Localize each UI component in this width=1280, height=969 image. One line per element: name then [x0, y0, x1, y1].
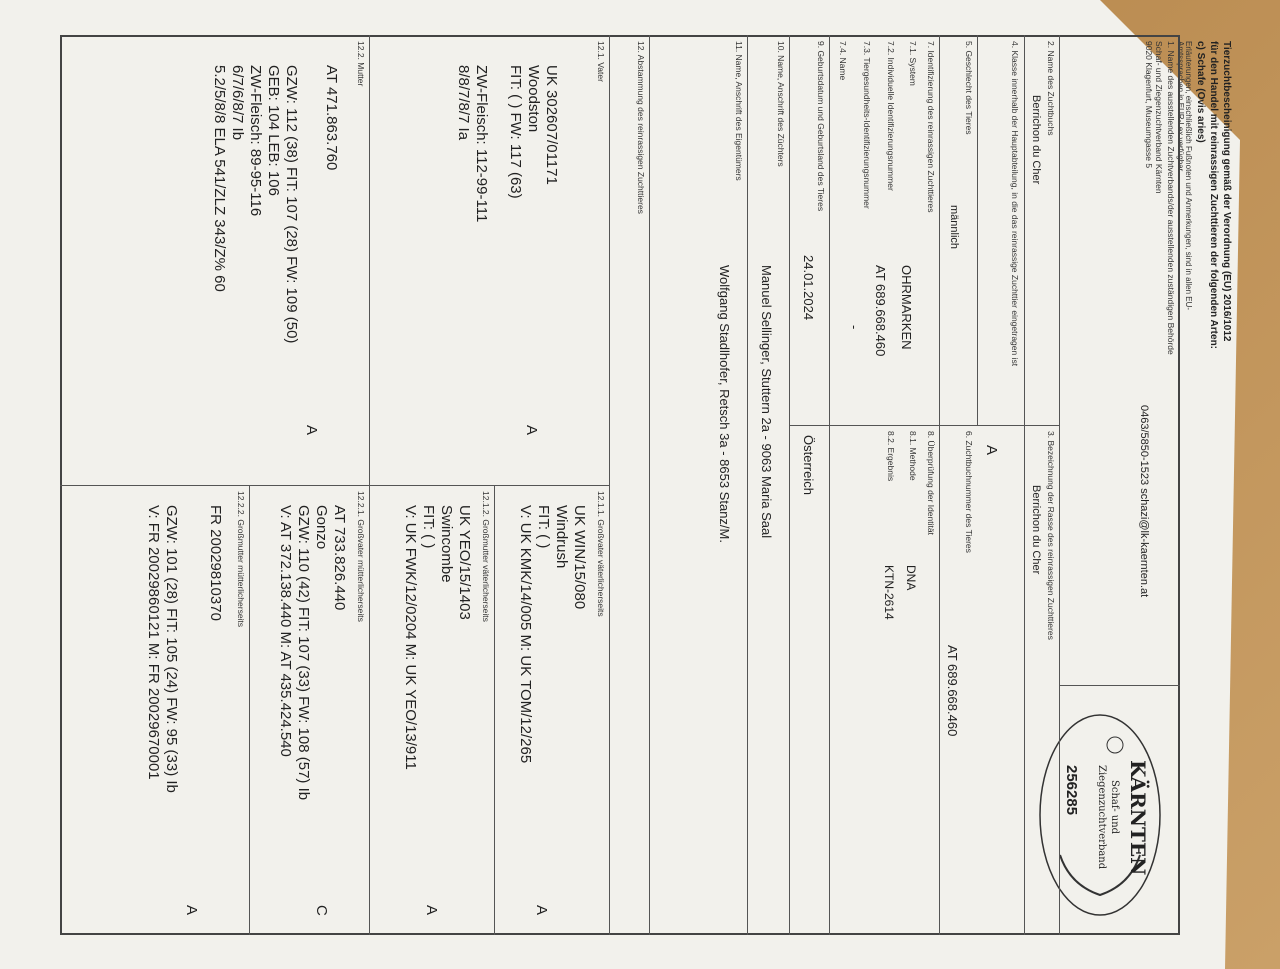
grid-line [829, 35, 830, 935]
field-3-label: 3. Bezeichnung der Rasse des reinrassigen Zuchttieres [1046, 431, 1056, 640]
certificate-page [40, 5, 1240, 965]
gv-v-fit: FIT: ( ) [535, 505, 552, 549]
field-1-address: 9020 Klagenfurt, Museumgasse 5 [1144, 41, 1154, 169]
field-8-1-label: 8.1. Methode [908, 431, 918, 481]
cert-title-1: Tierzuchtbescheinigung gemäß der Verordnung (EU) 2016/1012 [1221, 41, 1232, 342]
field-7-1-label: 7.1. System [908, 41, 918, 86]
vater-name: Woodston [525, 65, 542, 133]
gv-m-id: AT 733.826.440 [331, 505, 348, 611]
gm-m-id: FR 20029810370 [207, 505, 224, 621]
field-10-value: Manuel Sellinger, Stuttern 2a - 9063 Maria Saal [759, 265, 774, 539]
field-10-label: 10. Name, Anschrift des Züchters [776, 41, 786, 167]
field-4-label: 4. Klasse innerhalb der Hauptabteilung, in die das reinrassige Zuchttier eingetragen ist [1010, 41, 1020, 367]
field-7-3-value: - [847, 325, 862, 330]
field-7-3-label: 7.3. Tiergesundheits-Identifizierungsnummer [862, 41, 872, 209]
field-8-2-label: 8.2. Ergebnis [886, 431, 896, 482]
field-1-contact: 0463/5850-1523 schazi@lk-kaernten.at [1138, 405, 1150, 598]
mutter-label: 12.2. Mutter [356, 41, 366, 87]
gv-v-parents: V: UK KMK/14/005 M: UK TOM/12/265 [517, 505, 534, 764]
gm-m-gzw: GZW: 101 (28) FIT: 105 (24) FW: 95 (33) Ib [163, 505, 180, 793]
field-11-value: Wolfgang Stadlhofer, Retsch 3a - 8653 Stanz/M. [717, 265, 732, 543]
grid-line [649, 35, 650, 935]
gv-m-name: Gonzo [313, 505, 330, 550]
cert-note-2: Amtssprachen in EUR-Lex verfügbar [1176, 41, 1185, 172]
grid-line [494, 485, 495, 935]
grid-line [369, 35, 370, 935]
logo-sub-1: Schaf- und [1109, 780, 1120, 835]
grid-line [1060, 685, 1180, 686]
gm-v-id: UK YEO/15/1403 [456, 505, 473, 620]
grid-line [977, 35, 978, 425]
gv-m-parents: V: AT 372.138.440 M: AT 435.424.540 [277, 505, 294, 757]
grid-line [1059, 685, 1060, 935]
field-7-4-label: 7.4. Name [838, 41, 848, 81]
gv-v-id: UK WIN/15/080 [571, 505, 588, 610]
field-7-label: 7. Identifizierung des reinrassigen Zuchttieres [926, 41, 936, 213]
gv-v-name: Windrush [553, 505, 570, 569]
field-9-label: 9. Geburtsdatum und Geburtsland des Tieres [816, 41, 826, 212]
field-5-value: männlich [948, 205, 960, 250]
field-1-org: Schaf- und Ziegenzuchtverband Kärnten [1154, 41, 1164, 194]
cert-title-3: c) Schafe (Ovis aries) [1195, 41, 1206, 143]
vater-class: A [523, 425, 540, 436]
field-3-class: A [983, 445, 1000, 456]
field-2-value: Berrichon du Cher [1030, 95, 1042, 185]
field-5-label: 5. Geschlecht des Tieres [964, 41, 974, 135]
gm-v-fit: FIT: ( ) [420, 505, 437, 549]
mutter-line4: 6/7/6/8/7 Ib [229, 65, 246, 141]
field-3-value: Berrichon du Cher [1030, 485, 1042, 575]
gm-m-parents: V: FR 20029860121 M: FR 20029670001 [145, 505, 162, 780]
grid-line [1024, 35, 1025, 935]
gm-m-label: 12.2.2. Großmutter mütterlicherseits [236, 491, 246, 628]
gv-v-label: 12.1.1. Großvater väterlicherseits [596, 491, 606, 617]
mutter-gzw: GZW: 112 (38) FIT: 107 (28) FW: 109 (50) [283, 65, 300, 344]
grid-line [249, 485, 250, 935]
field-8-label: 8. Überprüfung der Identität [926, 431, 936, 535]
field-8-2-value: KTN-2614 [882, 565, 896, 620]
field-7-2-value: AT 689.668.460 [873, 265, 888, 357]
field-8-1-value: DNA [904, 565, 918, 591]
field-7-2-label: 7.2. Individuelle Identifizierungsnummer [886, 41, 896, 191]
cert-note-1: Erläuterungen, einschließlich Fußnoten und Anmerkungen, sind in allen EU- [1184, 41, 1193, 311]
grid-line [1059, 35, 1060, 685]
grid-line [747, 35, 748, 935]
grid-line [60, 485, 610, 486]
grid-line [790, 425, 940, 426]
cert-number: 256285 [1063, 765, 1080, 816]
logo-name: KÄRNTEN [1126, 760, 1150, 876]
field-9-country: Österreich [801, 435, 816, 495]
field-9-date: 24.01.2024 [801, 255, 816, 321]
gm-v-label: 12.1.2. Großmutter väterlicherseits [481, 491, 491, 622]
field-6-value: AT 689.668.460 [945, 645, 960, 737]
grid-line [789, 35, 790, 935]
field-11-label: 11. Name, Anschrift des Eigentümers [734, 41, 744, 181]
vater-extra: 8/8/7/8/7 Ia [455, 65, 472, 141]
grid-line [940, 425, 1060, 426]
gm-v-class: A [423, 905, 440, 916]
vater-label: 12.1. Vater [596, 41, 606, 82]
field-2-label: 2. Name des Zuchtbuchs [1046, 41, 1056, 136]
field-1-label: 1. Name des ausstellenden Zuchtverbands/der ausstellenden zuständigen Behörde [1166, 41, 1176, 355]
gm-m-class: A [183, 905, 200, 916]
logo-sub-2: Ziegenzuchtverband [1096, 765, 1107, 870]
field-7-1-value: OHRMARKEN [899, 265, 914, 350]
vater-fit: FIT: ( ) FW: 117 (63) [507, 65, 524, 199]
gv-m-label: 12.2.1. Großvater mütterlicherseits [356, 491, 366, 622]
gm-v-name: Swincombe [438, 505, 455, 583]
vater-zw: ZW-Fleisch: 112-99-111 [473, 65, 490, 223]
mutter-geb: GEB: 104 LEB: 106 [265, 65, 282, 196]
mutter-zw: ZW-Fleisch: 89-95-116 [247, 65, 264, 217]
field-6-label: 6. Zuchtbuchnummer des Tieres [964, 431, 974, 553]
grid-line [939, 35, 940, 935]
vater-id: UK 302607/01171 [543, 65, 560, 185]
gm-v-parents: V: UK FWK/12/0204 M: UK YEO/13/911 [402, 505, 419, 770]
gv-m-class: C [313, 905, 330, 916]
mutter-class: A [303, 425, 320, 436]
mutter-id: AT 471.863.760 [323, 65, 340, 171]
mutter-line5: 5.2/5/8/8 ELA 541/ZLZ 343/Z% 60 [211, 65, 228, 292]
field-12-label: 12. Abstammung des reinrassigen Zuchttieres [636, 41, 646, 214]
gv-v-class: A [533, 905, 550, 916]
cert-title-2: für den Handel mit reinrassigen Zuchttieren der folgenden Arten: [1208, 41, 1219, 350]
gv-m-gzw: GZW: 110 (42) FIT: 107 (33) FW: 108 (57) Ib [295, 505, 312, 801]
